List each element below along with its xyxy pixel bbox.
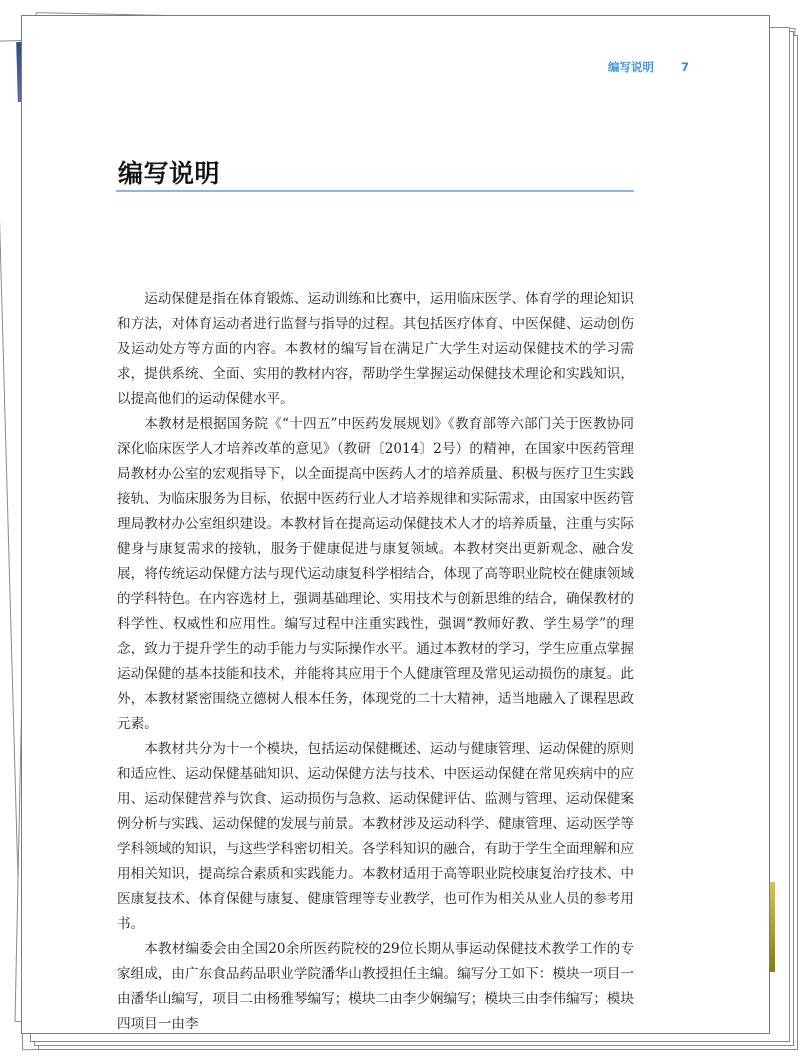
page-title: 编写说明 — [118, 159, 221, 188]
paragraph: 本教材是根据国务院《“十四五”中医药发展规划》《教育部等六部门关于医教协同深化临床医学人才培养改革的意见》（教研〔2014〕2号）的精神，在国家中医药管理局教材办公室的宏观指导下，以全面提高中医药人才的培养质量、积极与医疗卫生实践接轨、为临床服务为目标，依据中医药行业人才培养规律和实际需求，由国家中医药管理局教材办公室组织建设。本教材旨在提高运动保健技术人才的培养质量，注重与实际健身与康复需求的接轨，服务于健康促进与康复领域。本教材突出更新观念、融合发展，将传统运动保健方法与现代运动康复科学相结合，体现了高等职业院校在健康领域的学科特色。在内容选材上，强调基础理论、实用技术与创新思维的结合，确保教材的科学性、权威性和应用性。编写过程中注重实践性，强调“教师好教、学生易学”的理念，致力于提升学生的动手能力与实际操作水平。通过本教材的学习，学生应重点掌握运动保健的基本技能和技术，并能将其应用于个人健康管理及常见运动损伤的康复。此外，本教材紧密围绕立德树人根本任务，体现党的二十大精神，适当地融入了课程思政元素。 — [117, 416, 634, 732]
running-header — [608, 59, 689, 75]
paragraph: 本教材共分为十一个模块，包括运动保健概述、运动与健康管理、运动保健的原则和适应性、运动保健基础知识、运动保健方法与技术、中医运动保健在常见疾病中的应用、运动保健营养与饮食、运动损伤与急救、运动保健评估、监测与管理、运动保健案例分析与实践、运动保健的发展与前景。本教材涉及运动科学、健康管理、运动医学等学科领域的知识，与这些学科密切相关。各学科知识的融合，有助于学生全面理解和应用相关知识，提高综合素质和实践能力。本教材适用于高等职业院校康复治疗技术、中医康复技术、体育保健与康复、健康管理等专业教学，也可作为相关从业人员的参考用书。 — [117, 741, 634, 932]
running-header-section: 编写说明 — [608, 60, 654, 74]
body-text — [117, 287, 634, 1037]
page-number: 7 — [681, 60, 690, 74]
title-underline-rule — [116, 190, 634, 192]
paragraph: 本教材编委会由全国20余所医药院校的29位长期从事运动保健技术教学工作的专家组成，由广东食品药品职业学院潘华山教授担任主编。编写分工如下：模块一项目一由潘华山编写，项目二由杨雅琴编写；模块二由李少娴编写；模块三由李伟编写；模块四项目一由李 — [117, 941, 634, 1032]
paragraph: 运动保健是指在体育锻炼、运动训练和比赛中，运用临床医学、体育学的理论知识和方法，对体育运动者进行监督与指导的过程。其包括医疗体育、中医保健、运动创伤及运动处方等方面的内容。本教材的编写旨在满足广大学生对运动保健技术的学习需求，提供系统、全面、实用的教材内容，帮助学生掌握运动保健技术理论和实践知识，以提高他们的运动保健水平。 — [117, 291, 634, 407]
